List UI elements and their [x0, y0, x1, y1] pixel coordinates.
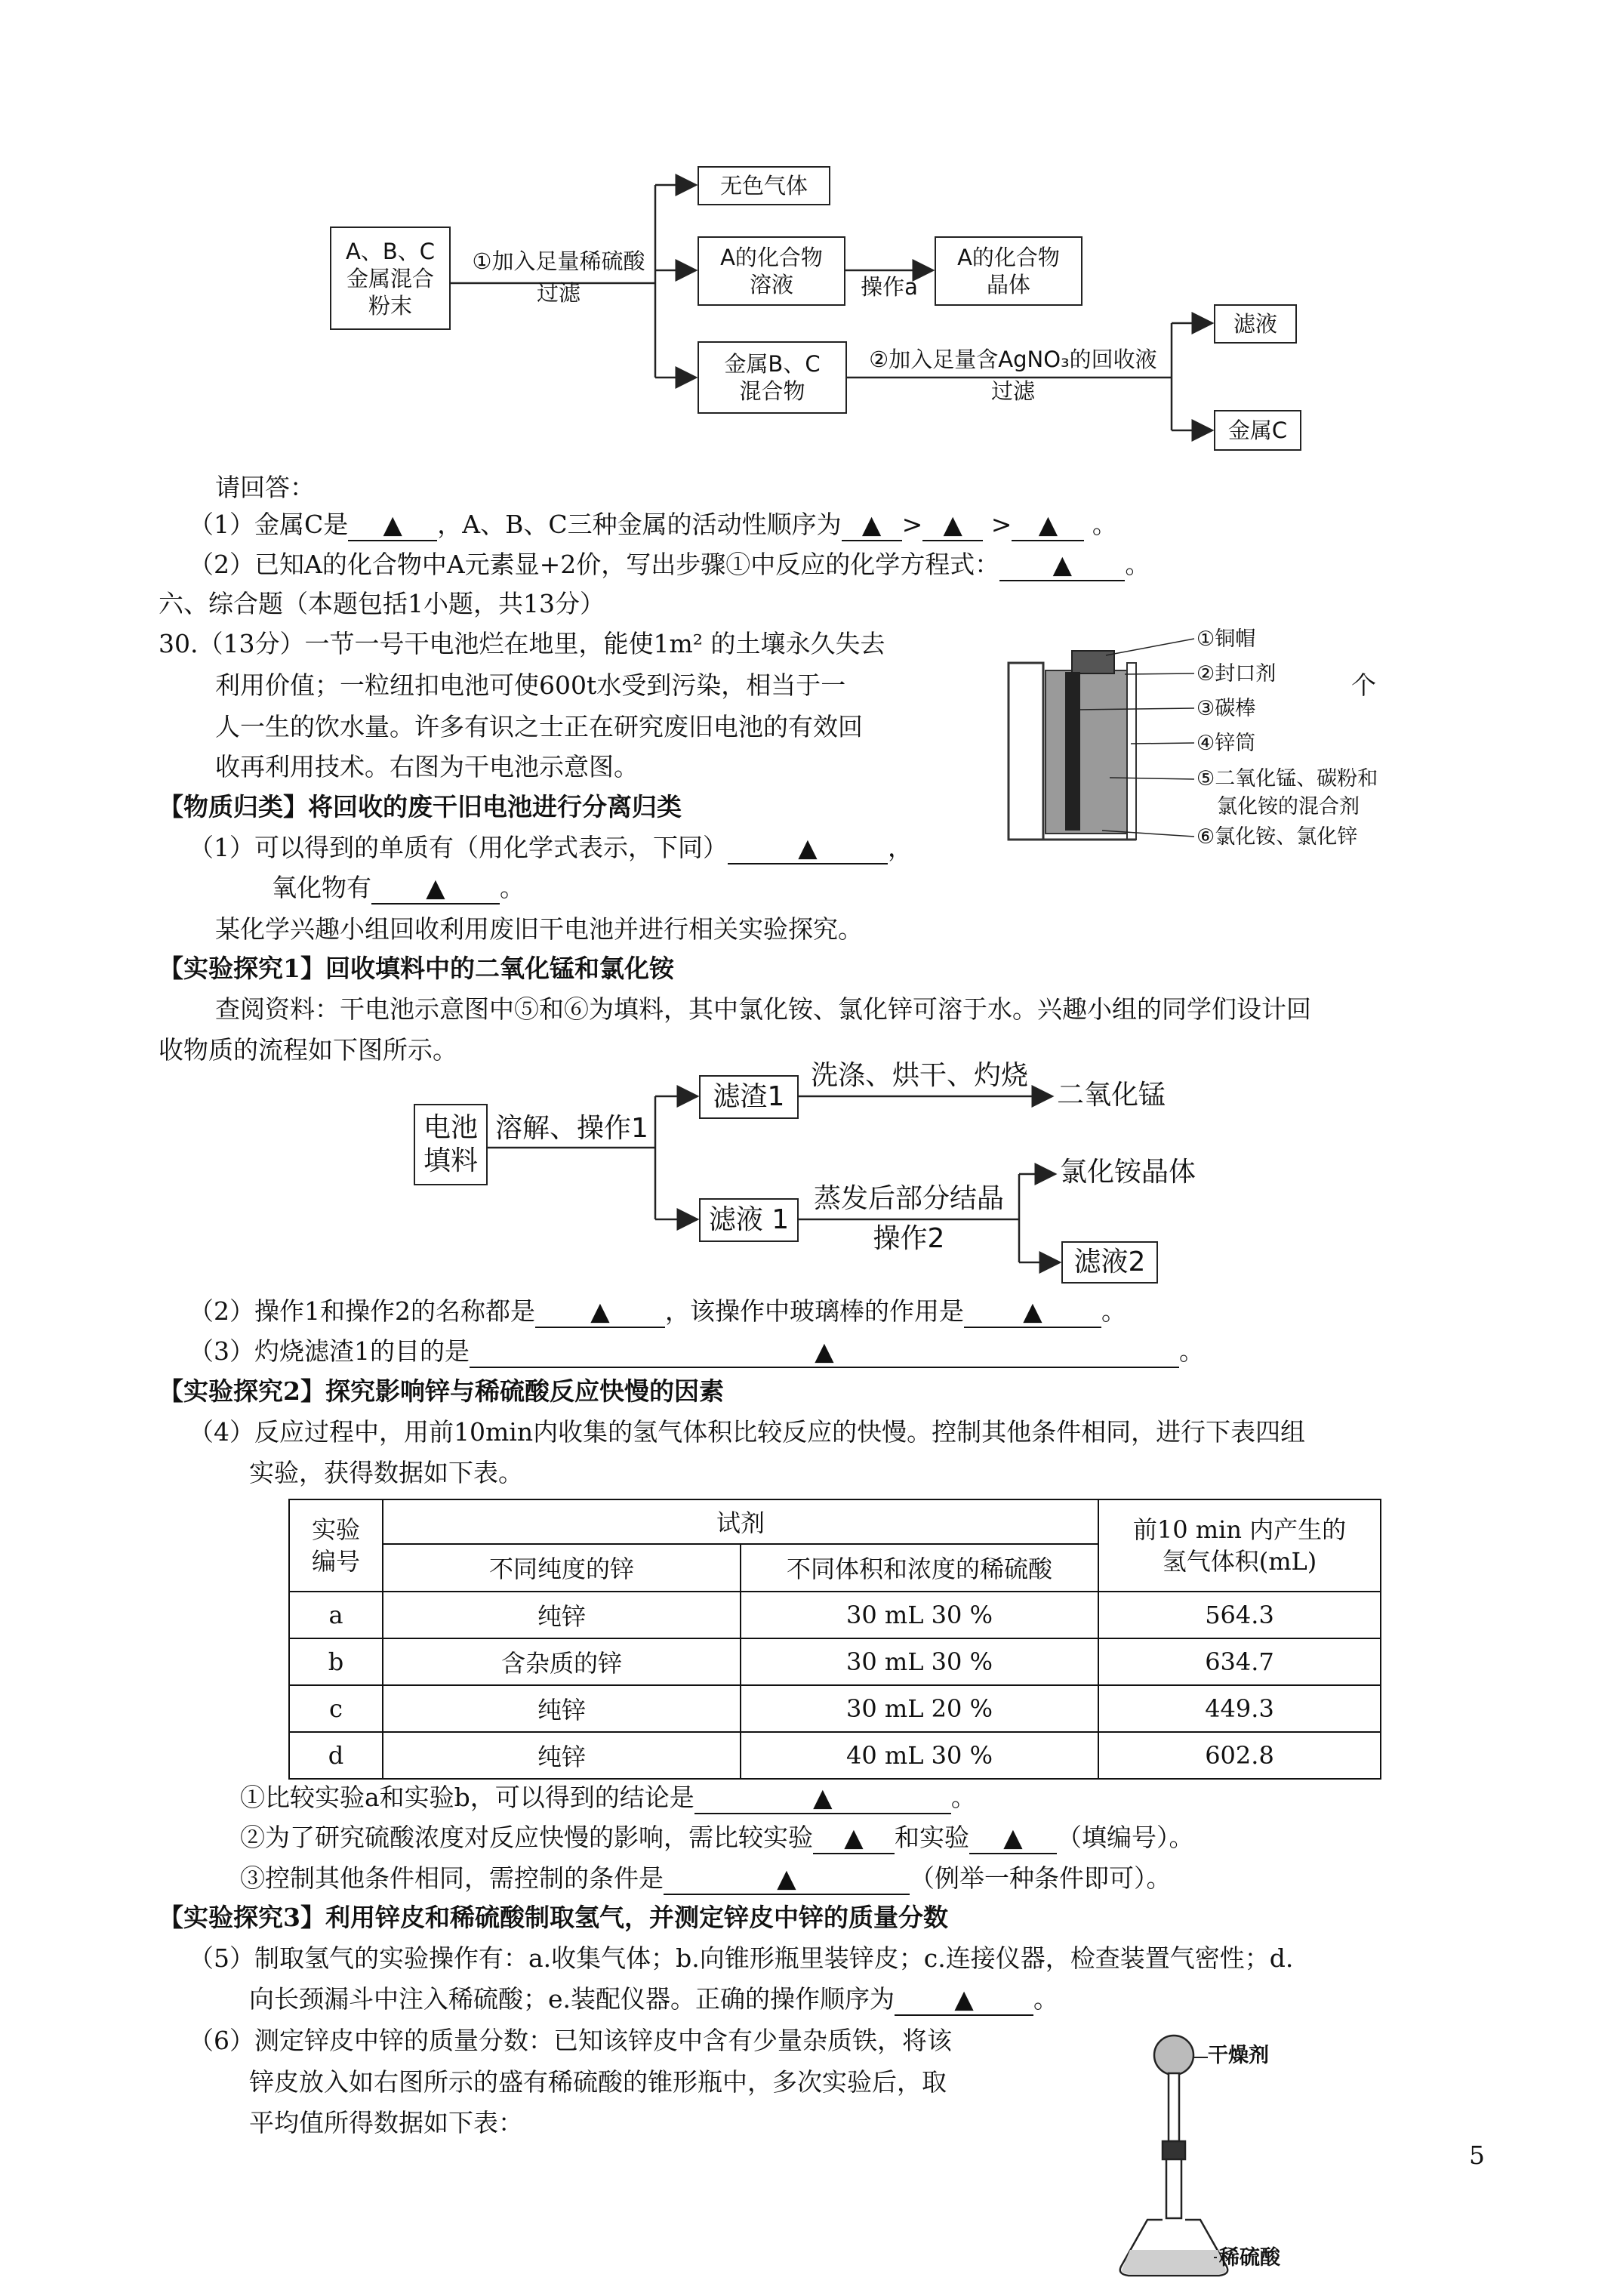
answer-blank[interactable]: ▲ [1012, 510, 1084, 541]
flow1-step1-label: ①加入足量稀硫酸 [472, 248, 645, 274]
heading-explore-3: 【实验探究3】利用锌皮和稀硫酸制取氢气，并测定锌皮中锌的质量分数 [159, 1903, 948, 1932]
cell-id: a [289, 1592, 383, 1638]
q30-question-6-line1: （6）测定锌皮中锌的质量分数：已知该锌皮中含有少量杂质铁，将该 [189, 2026, 952, 2055]
cell-acid: 30 mL 30 % [741, 1638, 1098, 1685]
flow2-filtrate2-box: 滤液2 [1061, 1241, 1158, 1284]
heading-material-classification: 【物质归类】将回收的废干旧电池进行分离归类 [159, 792, 682, 821]
answer-blank[interactable]: ▲ [694, 1783, 951, 1814]
flow2-op2-label: 操作2 [873, 1223, 945, 1254]
q30-question-6-line2: 锌皮放入如右图所示的盛有稀硫酸的锥形瓶中，多次实验后，取 [249, 2067, 947, 2097]
q30-question-5-line2: 向长颈漏斗中注入稀硫酸；e.装配仪器。正确的操作顺序为 ▲ 。 [249, 1982, 1058, 2017]
flow1-bc-box: 金属B、C 混合物 [698, 341, 847, 414]
flow2-op1-label: 溶解、操作1 [495, 1113, 648, 1144]
flow1-step2-label: ②加入足量含AgNO₃的回收液 [869, 347, 1157, 372]
flow1-metal-c-box: 金属C [1214, 410, 1301, 451]
cell-zn: 含杂质的锌 [383, 1638, 741, 1685]
flow1-step2-filter: 过滤 [990, 378, 1035, 404]
cell-id: d [289, 1732, 383, 1779]
answer-blank[interactable]: ▲ [664, 1863, 910, 1895]
flow2-residue-box: 滤渣1 [699, 1075, 799, 1119]
q30-sub-1: ①比较实验a和实验b，可以得到的结论是 ▲ 。 [240, 1780, 976, 1815]
q30-group-text: 某化学兴趣小组回收利用废旧干电池并进行相关实验探究。 [215, 914, 863, 944]
cell-acid: 30 mL 20 % [741, 1685, 1098, 1732]
q30-question-1: （1）可以得到的单质有（用化学式表示，下同） ▲ ， [189, 831, 913, 865]
table-header-exp: 实验 编号 [289, 1499, 383, 1592]
table-header-zn: 不同纯度的锌 [383, 1544, 741, 1592]
page-number: 5 [1469, 2140, 1485, 2170]
flow2-evap-label: 蒸发后部分结晶 [813, 1183, 1004, 1214]
cell-zn: 纯锌 [383, 1592, 741, 1638]
label-desiccant: 干燥剂 [1208, 2044, 1269, 2067]
cell-acid: 40 mL 30 % [741, 1732, 1098, 1779]
answer-blank[interactable]: ▲ [813, 1823, 895, 1854]
flow1-step1-filter: 过滤 [536, 280, 581, 306]
q29-question-1: （1）金属C是 ▲ ，A、B、C三种金属的活动性顺序为 ▲ > ▲ > ▲ 。 [189, 507, 1117, 542]
flow1-op-a-label: 操作a [861, 274, 918, 300]
flow2-start-box: 电池 填料 [414, 1104, 488, 1185]
battery-label-1: ①铜帽 [1196, 627, 1256, 651]
q30-question-1-oxides: 氧化物有 ▲ 。 [272, 871, 525, 905]
answer-blank[interactable]: ▲ [348, 510, 437, 541]
answer-blank[interactable]: ▲ [964, 1296, 1101, 1328]
battery-label-3: ③碳棒 [1196, 697, 1256, 720]
answer-blank[interactable]: ▲ [922, 510, 983, 541]
cell-zn: 纯锌 [383, 1685, 741, 1732]
flow2-mno2-label: 二氧化锰 [1057, 1080, 1166, 1111]
heading-explore-2: 【实验探究2】探究影响锌与稀硫酸反应快慢的因素 [159, 1376, 724, 1406]
q29-intro: 请回答： [215, 473, 315, 502]
q30-para-line3: 人一生的饮水量。许多有识之士正在研究废旧电池的有效回 [215, 712, 863, 741]
q30-info-line1: 查阅资料：干电池示意图中⑤和⑥为填料，其中氯化铵、氯化锌可溶于水。兴趣小组的同学们设计回 [215, 994, 1311, 1024]
q30-question-3: （3）灼烧滤渣1的目的是 ▲ 。 [189, 1334, 1204, 1369]
flow1-start-box: A、B、C 金属混合 粉末 [330, 227, 451, 330]
q30-question-4-line2: 实验，获得数据如下表。 [249, 1458, 523, 1487]
flow2-wash-label: 洗涤、烘干、灼烧 [810, 1060, 1028, 1091]
section-6-heading: 六、综合题（本题包括1小题，共13分） [159, 589, 605, 618]
q30-para-line2: 利用价值；一粒纽扣电池可使600t水受到污染，相当于一 [215, 670, 846, 700]
cell-vol: 449.3 [1098, 1685, 1381, 1732]
q30-question-5-line1: （5）制取氢气的实验操作有：a.收集气体；b.向锥形瓶里装锌皮；c.连接仪器，检查装置气密性；d. [189, 1943, 1294, 1973]
battery-label-4: ④锌筒 [1196, 732, 1256, 755]
table-header-reagent: 试剂 [383, 1499, 1098, 1544]
cell-id: c [289, 1685, 383, 1732]
q30-question-6-line3: 平均值所得数据如下表： [249, 2108, 523, 2137]
cell-acid: 30 mL 30 % [741, 1592, 1098, 1638]
answer-blank[interactable]: ▲ [470, 1336, 1179, 1368]
q30-sub-3: ③控制其他条件相同，需控制的条件是 ▲ （例举一种条件即可）。 [240, 1861, 1172, 1896]
answer-blank[interactable]: ▲ [969, 1823, 1057, 1854]
battery-label-6: ⑥氯化铵、氯化锌 [1196, 825, 1358, 849]
flow1-gas-box: 无色气体 [698, 166, 830, 205]
answer-blank[interactable]: ▲ [895, 1984, 1033, 2016]
label-dilute-acid: 稀硫酸 [1219, 2246, 1280, 2270]
cell-vol: 602.8 [1098, 1732, 1381, 1779]
flow1-filtrate-box: 滤液 [1214, 304, 1297, 344]
q30-para-line4: 收再利用技术。右图为干电池示意图。 [215, 752, 639, 781]
answer-blank[interactable]: ▲ [842, 510, 902, 541]
q30-para-line1: 30.（13分）一节一号干电池烂在地里，能使1m² 的土壤永久失去 [159, 629, 885, 658]
cell-zn: 纯锌 [383, 1732, 741, 1779]
flow1-a-crystal-box: A的化合物 晶体 [935, 236, 1083, 306]
answer-blank[interactable]: ▲ [371, 873, 500, 905]
flow2-filtrate1-box: 滤液 1 [699, 1198, 799, 1242]
q30-para-line2-tail: 个 [1351, 670, 1376, 700]
q30-question-2: （2）操作1和操作2的名称都是 ▲ ，该操作中玻璃棒的作用是 ▲ 。 [189, 1294, 1126, 1329]
table-header-acid: 不同体积和浓度的稀硫酸 [741, 1544, 1098, 1592]
q30-info-line2: 收物质的流程如下图所示。 [159, 1035, 457, 1065]
battery-label-5b: 氯化铵的混合剂 [1217, 795, 1360, 818]
flow2-nh4cl-label: 氯化铵晶体 [1060, 1157, 1196, 1188]
cell-id: b [289, 1638, 383, 1685]
heading-explore-1: 【实验探究1】回收填料中的二氧化锰和氯化铵 [159, 954, 674, 983]
q29-question-2: （2）已知A的化合物中A元素显+2价，写出步骤①中反应的化学方程式： ▲ 。 [189, 547, 1150, 582]
cell-vol: 564.3 [1098, 1592, 1381, 1638]
cell-vol: 634.7 [1098, 1638, 1381, 1685]
answer-blank[interactable]: ▲ [535, 1296, 665, 1328]
battery-label-2: ②封口剂 [1196, 662, 1277, 686]
table-header-volume: 前10 min 内产生的 氢气体积(mL) [1098, 1499, 1381, 1592]
battery-label-5: ⑤二氧化锰、碳粉和 [1196, 767, 1378, 791]
answer-blank[interactable]: ▲ [728, 833, 888, 864]
answer-blank[interactable]: ▲ [999, 550, 1125, 581]
q30-question-4-line1: （4）反应过程中，用前10min内收集的氢气体积比较反应的快慢。控制其他条件相同，进行下表四组 [189, 1417, 1306, 1447]
q30-sub-2: ②为了研究硫酸浓度对反应快慢的影响，需比较实验 ▲ 和实验 ▲ （填编号）。 [240, 1820, 1194, 1855]
flow1-a-solution-box: A的化合物 溶液 [698, 236, 845, 306]
